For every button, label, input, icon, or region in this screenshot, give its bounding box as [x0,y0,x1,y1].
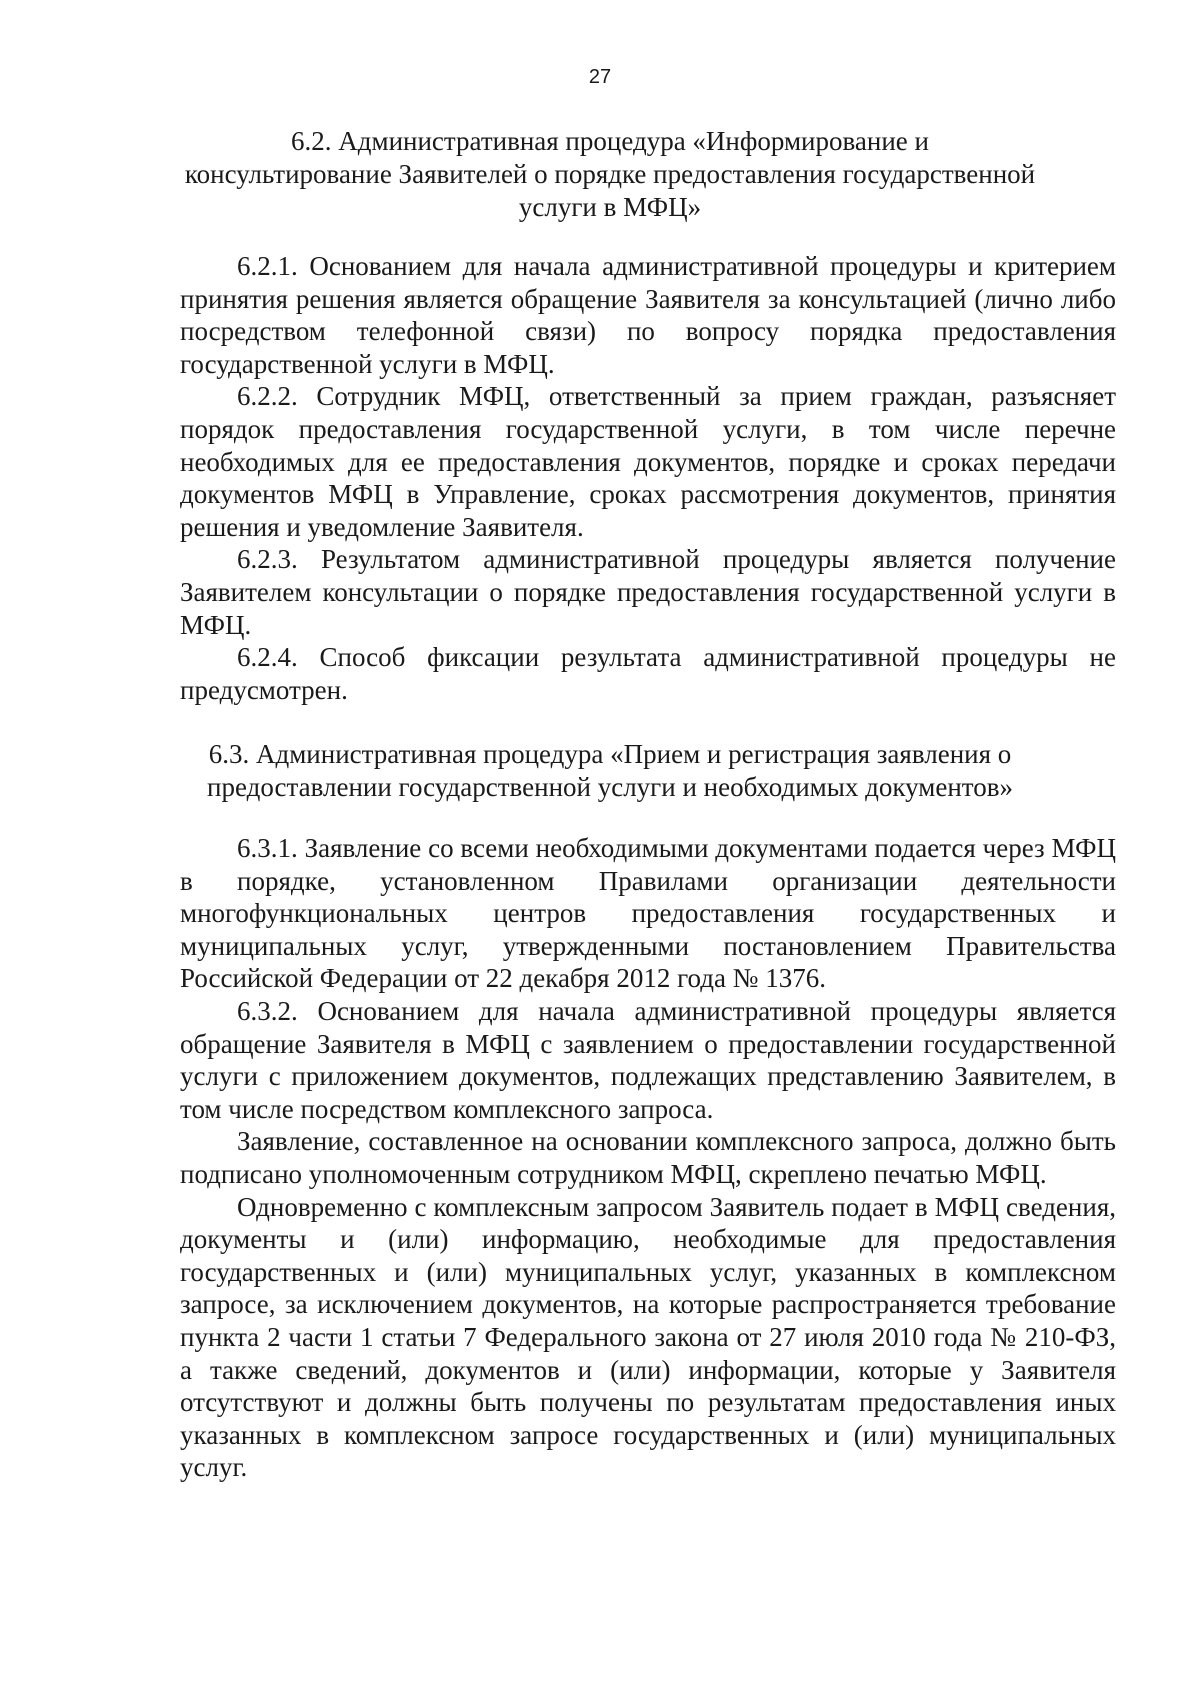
paragraph-6-2-4: 6.2.4. Способ фиксации результата административной процедуры не предусмотрен. [180,642,1116,705]
heading-line: услуги в МФЦ» [518,192,702,222]
heading-line: 6.2. Административная процедура «Информирование и [291,126,929,156]
paragraph-6-3-1: 6.3.1. Заявление со всеми необходимыми документами подается через МФЦ в порядке, установленном Правилами организации деятельности многофункциональных центров предоставления государственных и муниципальных услуг, утвержденными постановлением Правительства Российской Федерации от 22 декабря 2012 года № 1376. [180,833,1116,994]
paragraph-6-2-3: 6.2.3. Результатом административной процедуры является получение Заявителем консультации о порядке предоставления государственной услуги в МФЦ. [180,544,1116,640]
paragraph-6-2-2: 6.2.2. Сотрудник МФЦ, ответственный за прием граждан, разъясняет порядок предоставления государственной услуги, в том числе перечне необходимых для ее предоставления документов, порядке и сроках передачи документов МФЦ в Управление, сроках рассмотрения документов, принятия решения и уведомление Заявителя. [180,381,1116,542]
paragraph-statement-signing: Заявление, составленное на основании комплексного запроса, должно быть подписано уполномоченным сотрудником МФЦ, скреплено печатью МФЦ. [180,1126,1116,1189]
section-6-2-heading [160,125,1060,224]
paragraph-6-2-1: 6.2.1. Основанием для начала административной процедуры и критерием принятия решения является обращение Заявителя за консультацией (лично либо посредством телефонной связи) по вопросу порядка предоставления государственной услуги в МФЦ. [180,251,1116,379]
section-6-2-body [180,250,1116,706]
paragraph-complex-request: Одновременно с комплексным запросом Заявитель подает в МФЦ сведения, документы и (или) информацию, необходимые для предоставления государственных и (или) муниципальных услуг, указанных в комплексном запросе, за исключением документов, на которые распространяется требование пункта 2 части 1 статьи 7 Федерального закона от 27 июля 2010 года № 210-ФЗ, а также сведений, документов и (или) информации, которые у Заявителя отсутствуют и должны быть получены по результатам предоставления иных указанных в комплексном запросе государственных и (или) муниципальных услуг. [180,1191,1116,1483]
heading-line: предоставлении государственной услуги и необходимых документов» [207,772,1013,802]
section-6-3-body [180,832,1116,1484]
heading-line: 6.3. Административная процедура «Прием и регистрация заявления о [208,739,1012,769]
section-6-3-heading [160,738,1060,804]
page-number: 27 [588,66,612,88]
heading-line: консультирование Заявителей о порядке предоставления государственной [184,159,1036,189]
paragraph-6-3-2: 6.3.2. Основанием для начала административной процедуры является обращение Заявителя в МФЦ с заявлением о предоставлении государственной услуги с приложением документов, подлежащих представлению Заявителем, в том числе посредством комплексного запроса. [180,995,1116,1124]
